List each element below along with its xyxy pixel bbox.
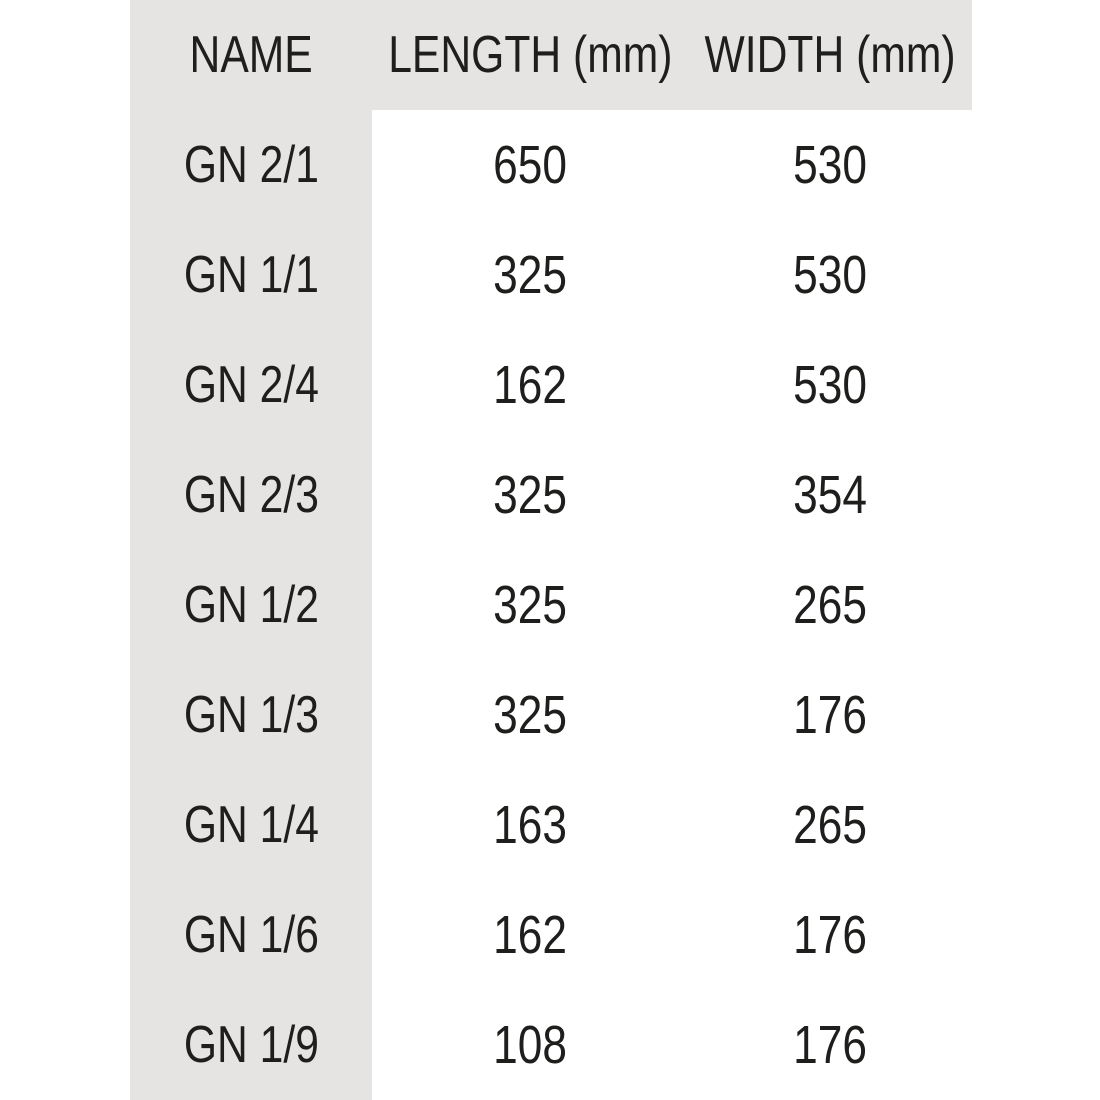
row-length: 325 — [493, 465, 567, 525]
row-name: GN 2/3 — [183, 466, 319, 524]
cell-name — [130, 110, 372, 220]
cell-length — [372, 550, 688, 660]
row-name: GN 1/4 — [183, 796, 319, 854]
cell-length — [372, 880, 688, 990]
header-cell-length — [372, 0, 688, 110]
cell-width — [688, 880, 972, 990]
cell-width — [688, 110, 972, 220]
cell-name — [130, 880, 372, 990]
cell-width — [688, 550, 972, 660]
header-label-width: WIDTH (mm) — [704, 26, 956, 84]
row-length: 162 — [493, 905, 567, 965]
cell-name — [130, 990, 372, 1100]
row-width: 176 — [793, 1015, 867, 1075]
row-name: GN 2/1 — [183, 136, 319, 194]
header-cell-width — [688, 0, 972, 110]
header-label-name: NAME — [189, 26, 313, 84]
header-cell-name — [130, 0, 372, 110]
cell-length — [372, 110, 688, 220]
size-table — [130, 0, 972, 1100]
cell-name — [130, 330, 372, 440]
row-width: 265 — [793, 575, 867, 635]
cell-name — [130, 660, 372, 770]
cell-length — [372, 440, 688, 550]
cell-width — [688, 990, 972, 1100]
row-length: 162 — [493, 355, 567, 415]
row-name: GN 2/4 — [183, 356, 319, 414]
row-length: 163 — [493, 795, 567, 855]
cell-width — [688, 330, 972, 440]
cell-width — [688, 770, 972, 880]
row-width: 530 — [793, 135, 867, 195]
cell-width — [688, 660, 972, 770]
cell-name — [130, 550, 372, 660]
row-name: GN 1/2 — [183, 576, 319, 634]
row-width: 530 — [793, 355, 867, 415]
cell-width — [688, 220, 972, 330]
cell-name — [130, 440, 372, 550]
row-length: 650 — [493, 135, 567, 195]
cell-name — [130, 220, 372, 330]
cell-length — [372, 770, 688, 880]
row-width: 176 — [793, 685, 867, 745]
header-label-length: LENGTH (mm) — [387, 26, 673, 84]
row-width: 265 — [793, 795, 867, 855]
row-name: GN 1/6 — [183, 906, 319, 964]
row-length: 325 — [493, 575, 567, 635]
row-length: 325 — [493, 245, 567, 305]
cell-length — [372, 660, 688, 770]
row-name: GN 1/1 — [183, 246, 319, 304]
row-width: 530 — [793, 245, 867, 305]
cell-length — [372, 990, 688, 1100]
row-length: 108 — [493, 1015, 567, 1075]
cell-length — [372, 220, 688, 330]
row-name: GN 1/9 — [183, 1016, 319, 1074]
cell-length — [372, 330, 688, 440]
row-length: 325 — [493, 685, 567, 745]
row-width: 354 — [793, 465, 867, 525]
cell-width — [688, 440, 972, 550]
cell-name — [130, 770, 372, 880]
row-name: GN 1/3 — [183, 686, 319, 744]
row-width: 176 — [793, 905, 867, 965]
